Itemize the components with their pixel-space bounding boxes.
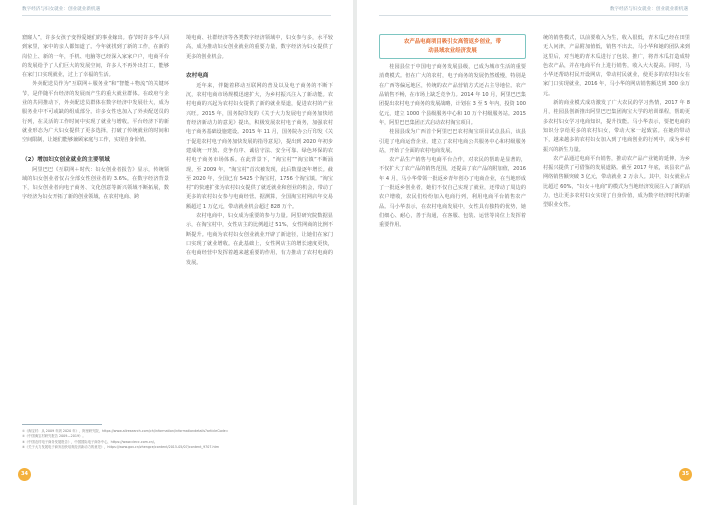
footnote-rule bbox=[22, 424, 102, 425]
body-paragraph: 阿里巴巴《互联网＋时代：妇女创业者报告》显示，传统领域的妇女创业者仅占全部女性创业者的 3.6%。在数字经济背景下，妇女创业者向电子商务、文化创意等新兴领域不断拓展，数字经济为妇女开拓了新的创业领域，在农村电商、跨 bbox=[22, 166, 169, 201]
running-head: 数字经济与妇女就业：创业就业新机遇 bbox=[22, 7, 101, 12]
body-paragraph: 新的商业模式成功激发了广大农民的学习热情，2017 年 8 月，桂园县创新推出阿里巴巴集团淘宝大学的培训课程，帮助更多农村妇女学习电商知识，提升技能。马小华表示，要把电商的知识分享给更多的农村妇女，带动大家一起致富。在她的带动下，越来越多的农村妇女加入到了电商创业的行列中，成为乡村振兴的新生力量。 bbox=[543, 100, 690, 153]
header-rule bbox=[379, 15, 688, 16]
running-head: 数字经济与妇女就业：创业就业新机遇 bbox=[609, 7, 688, 12]
left-column-1 bbox=[22, 34, 169, 203]
subsection-heading: 农村电商 bbox=[186, 72, 209, 79]
callout-title-line: 动县域农业经济发展 bbox=[428, 47, 477, 54]
body-paragraph: 桂园县成为广西首个阿里巴巴农村淘宝项目试点县后，该县引进了电商运营企业，建立了农村电商公共服务中心和村级服务站，开始了全面的农村电商发展。 bbox=[379, 129, 526, 154]
page-number: 35 bbox=[679, 468, 692, 481]
body-paragraph: 近年来，伴随着移动互联网的普及以及电子商务的不断下沉，农村电商市场规模迅速扩大，为乡村振兴注入了新动能。农村电商的兴起为农村妇女提供了新的就业渠道，促进农村的产业兴旺。2015 年，国务院印发的《关于大力发展电子商务加快培育经济新动力的意见》提出，积极发展农村电子商务，加强农村电子商务基础设施建设。2015 年 11 月，国务院办公厅印发《关于促进农村电子商务加快发展的指导意见》，提出到 2020 年初步建成统一开放、竞争有序、诚信守法、安全可靠、绿色环保的农村电子商务市场体系。在此背景下，“淘宝村”“淘宝镇”不断涌现，至 2009 年，“淘宝村”首次被发现，此后数量逐年增长。截至 2020 年，全国已有 5425 个淘宝村，1756 个淘宝镇。“淘宝村”的快速扩张为农村妇女提供了就近就业和创业的机会，带动了更多的农村妇女参与电商经营。据测算，全国淘宝村网店年交易额超过 1 万亿元，带动就业机会超过 828 万个。 bbox=[186, 82, 333, 210]
section-heading: （2）增加妇女创业就业的主要领域 bbox=[22, 156, 110, 163]
body-paragraph: 农村电商中，妇女成为重要的参与力量。阿里研究院数据显示，在淘宝村中，女性店主的比例超过 51%，女性网商的比例不断提升。电商为农村妇女创业就业开辟了新途径，让她们在家门口实现了就业增收。在此基础上，女性网店主的增长速度更快，在电商经营中发挥着越来越重要的作用，有力推动了农村电商的发展。 bbox=[186, 213, 333, 266]
left-page bbox=[0, 0, 353, 505]
footnote: ④《关于大力发展电子商务加快培育经济新动力的意见》，https://www.gov.cn/zhengce/content/2015-05/07/content_9707.htm bbox=[22, 445, 220, 450]
footnote: ③《中国农村电子商务发展报告》，中国国际电子商务中心，https://www.ciecc.com.cn/。 bbox=[22, 439, 158, 444]
body-paragraph: 外卖配送员作为“互联网＋服务业”和“智能＋物流”的关键环节，是伴随平台经济的发展而产生的重大就业群体。在政府与企业的共同推动下，外卖配送员群体在数字经济中发展壮大，成为服务业中不可或缺的组成部分。许多女性也加入了外卖配送员的行列，在灵活的工作时间中实现了就业与增收。平台经济下的新就业形态为广大妇女提供了更多选择，打破了传统就业的时间和空间限制，让她们能够兼顾家庭与工作，实现自身价值。 bbox=[22, 81, 169, 144]
header-rule bbox=[22, 15, 331, 16]
footnotes bbox=[22, 429, 322, 451]
right-page bbox=[357, 0, 710, 505]
case-study-callout bbox=[379, 34, 526, 59]
body-paragraph: 桂园县位于中国电子商务发展县级，已成为城市生活的重要消费模式。但在广大的农村，电子商务的发展仍然缓慢，特别是在广西等偏远地区，传统的农产品营销方式还占主导地位。农产品销售不畅，在市场上缺乏竞争力。2014 年 10 月，阿里巴巴集团提出农村电子商务的发展战略，计划在 3 至 5 年内，投资 100 亿元，建立 1000 个县级服务中心和 10 万个村级服务站。2015 年，阿里巴巴集团正式启动农村淘宝项目。 bbox=[379, 64, 526, 126]
footnote: ②《中国淘宝村研究报告 2009—2019》。 bbox=[22, 434, 86, 439]
right-column-1 bbox=[379, 34, 526, 231]
callout-title-line: 农产品电商项目吸引女高管返乡创业，带 bbox=[403, 39, 502, 45]
body-paragraph: 窟窿人”，许多女孩子变得爱她们的事业嫁出。春节时许多华人回到家里，家中的亲人都知道了。今年就找到了新的工作，在新的岗位上、新的一年，手机、电脑等已经深入家家户户，电商平台的发展给予了人们巨大的发展空间，许多人不再外出打工，能够在家门口实现就业，过上了幸福的生活。 bbox=[22, 35, 169, 79]
footnote: ①《淘宝村：从 2009 年到 2020 年》，阿里研究院，https://www.aliresearch.com/ch/information/informationdetails?articleCode= bbox=[22, 429, 229, 433]
page-number: 34 bbox=[18, 468, 31, 481]
left-column-2 bbox=[186, 34, 333, 268]
right-column-2 bbox=[543, 34, 690, 211]
body-paragraph: 境电商、社群经济等各类数字经济领域中，妇女参与多，水平较高，成为推动妇女创业就业的重要力量，数字经济为妇女提供了更多的创业机会。 bbox=[186, 35, 333, 60]
body-paragraph: 农产品生产销售与电商平台合作，对农民的帮助是显著的，不仅扩大了农产品的销售范围，还提高了农产品的附加值，2016 年 4 月，马小华带领一批返乡青年创办了电商企业，在当地形成了一批返乡创业者，她们不仅自己实现了就业，还带动了周边的农户增收，农民们纷纷加入电商行列，利用电商平台销售农产品。马小华表示，在农村电商发展中，女性具有独特的优势，她们细心、耐心，善于沟通，在客服、包装、运营等岗位上发挥着重要作用。 bbox=[379, 157, 526, 229]
body-paragraph: 农产品通过电商平台销售，推动农产品产业链的延伸，为乡村振兴提供了可借鉴的发展道路。截至 2017 年底，该县农产品网络销售额突破 3 亿元，带动就业 2 万余人。其中，妇女就业占比超过 60%，“妇女＋电商”的模式为当地经济发展注入了新的活力，也让更多农村妇女实现了自身价值，成为数字经济时代的新型职业女性。 bbox=[543, 155, 690, 209]
body-paragraph: 统的销售模式，以前要收入为生，收入很低，青木瓜已经在田里无人问津，产品附加值低，销售不出去。马小华和她的团队来到这里后，对当地的青木瓜进行了包装、推广，将青木瓜打造成特色农产品，并在电商平台上进行销售，收入大大提高。同时，马小华还帮助村民开设网店，带动村民就业，使更多的农村妇女在家门口实现就业，2016 年，马小华的网店销售额达到 300 余万元。 bbox=[543, 35, 690, 97]
